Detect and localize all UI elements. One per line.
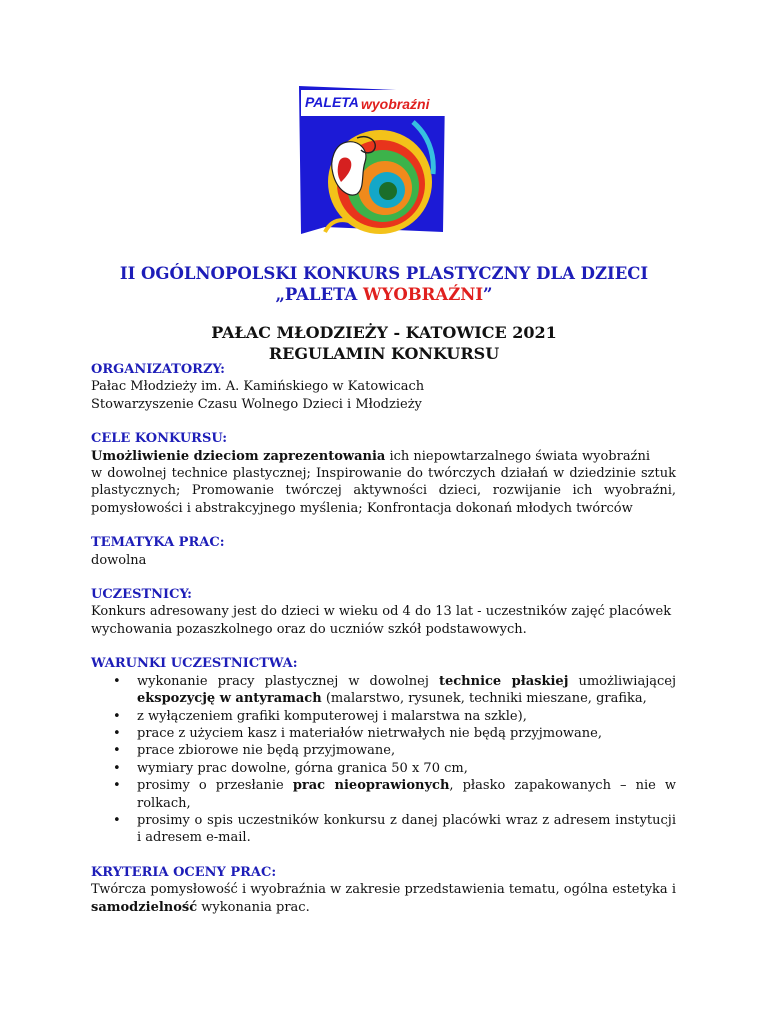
title-close: ” — [483, 285, 493, 304]
list-item: • prosimy o spis uczestników konkursu z danej placówki wraz z adresem instytucji i adresem e-mail. — [91, 812, 676, 847]
goals-text: w dowolnej technice plastycznej; Inspirowanie do twórczych działań w dziedzinie sztuk plastycznych; Promowanie twórczej aktywności dzieci, rozwijanie ich wyobraźni, pomysłowości i abstrakcyjnego myślenia; Konfrontacja dokonań młodych twórców — [91, 466, 676, 516]
organizers-section — [91, 361, 676, 413]
criteria-heading: KRYTERIA OCENY PRAC: — [91, 864, 277, 880]
criteria-text — [91, 881, 676, 916]
criteria-text-a: Twórcza pomysłowość i wyobraźnia w zakresie przedstawienia tematu, ogólna estetyka i — [91, 882, 676, 898]
title-red-word: WYOBRAŹNI — [363, 285, 484, 304]
item1-text-c: umożliwiającej — [568, 673, 676, 689]
item6-text-a: prosimy o przesłanie — [137, 778, 293, 794]
list-item: • prace zbiorowe nie będą przyjmowane, — [91, 742, 676, 759]
regulations-body — [91, 361, 676, 933]
paleta-wyobrazni-logo — [295, 82, 447, 237]
conditions-list — [91, 673, 676, 847]
list-item: • wymiary prac dowolne, górna granica 50 x 70 cm, — [91, 760, 676, 777]
theme-heading: TEMATYKA PRAC: — [91, 535, 225, 551]
contest-title-line2 — [0, 284, 768, 305]
goals-line1-rest: ich niepowtarzalnego świata wyobraźni — [385, 448, 650, 464]
organizer-2: Stowarzyszenie Czasu Wolnego Dzieci i Młodzieży — [91, 396, 422, 412]
item1-bold-d: ekspozycję w antyramach — [137, 691, 322, 707]
subtitle-line2: REGULAMIN KONKURSU — [268, 344, 500, 363]
participants-text: Konkurs adresowany jest do dzieci w wieku od 4 do 13 lat - uczestników zajęć placówek wychowania pozaszkolnego oraz do uczniów szkół podstawowych. — [91, 604, 672, 637]
goals-heading: CELE KONKURSU: — [91, 431, 228, 447]
subtitle-line1: PAŁAC MŁODZIEŻY - KATOWICE 2021 — [211, 323, 557, 342]
goals-bold-start: Umożliwienie dzieciom zaprezentowania — [91, 448, 386, 464]
goals-first-line — [91, 448, 676, 465]
criteria-bold-b: samodzielność — [91, 899, 198, 915]
logo-tagline-text: wyobraźni — [361, 96, 430, 112]
contest-title — [0, 263, 768, 305]
title-open: „PALETA — [275, 285, 364, 304]
subtitle — [0, 322, 768, 364]
logo-brand-text: PALETA — [305, 94, 359, 110]
list-item: • z wyłączeniem grafiki komputerowej i malarstwa na szkle), — [91, 708, 676, 725]
conditions-section — [91, 655, 676, 846]
theme-text: dowolna — [91, 552, 147, 568]
list-item — [91, 777, 676, 812]
contest-title-line1: II OGÓLNOPOLSKI KONKURS PLASTYCZNY DLA DZIECI — [119, 264, 649, 283]
item1-text-e: (malarstwo, rysunek, techniki mieszane, grafika, — [321, 691, 647, 707]
list-item — [91, 673, 676, 708]
participants-heading: UCZESTNICY: — [91, 587, 192, 603]
item6-bold-b: prac nieoprawionych — [292, 778, 450, 794]
list-item: • prace z użyciem kasz i materiałów nietrwałych nie będą przyjmowane, — [91, 725, 676, 742]
item1-bold-b: technice płaskiej — [438, 673, 569, 689]
criteria-section — [91, 864, 676, 916]
organizer-1: Pałac Młodzieży im. A. Kamińskiego w Katowicach — [91, 379, 425, 395]
theme-section — [91, 534, 676, 569]
item1-text-a: wykonanie pracy plastycznej w dowolnej — [137, 673, 439, 689]
conditions-heading: WARUNKI UCZESTNICTWA: — [91, 656, 298, 672]
criteria-text-c: wykonania prac. — [197, 899, 310, 915]
participants-section — [91, 586, 676, 638]
item6-text-c: , płasko zapakowanych – nie w rolkach, — [137, 778, 676, 811]
goals-section — [91, 430, 676, 517]
organizers-heading: ORGANIZATORZY: — [91, 362, 225, 377]
